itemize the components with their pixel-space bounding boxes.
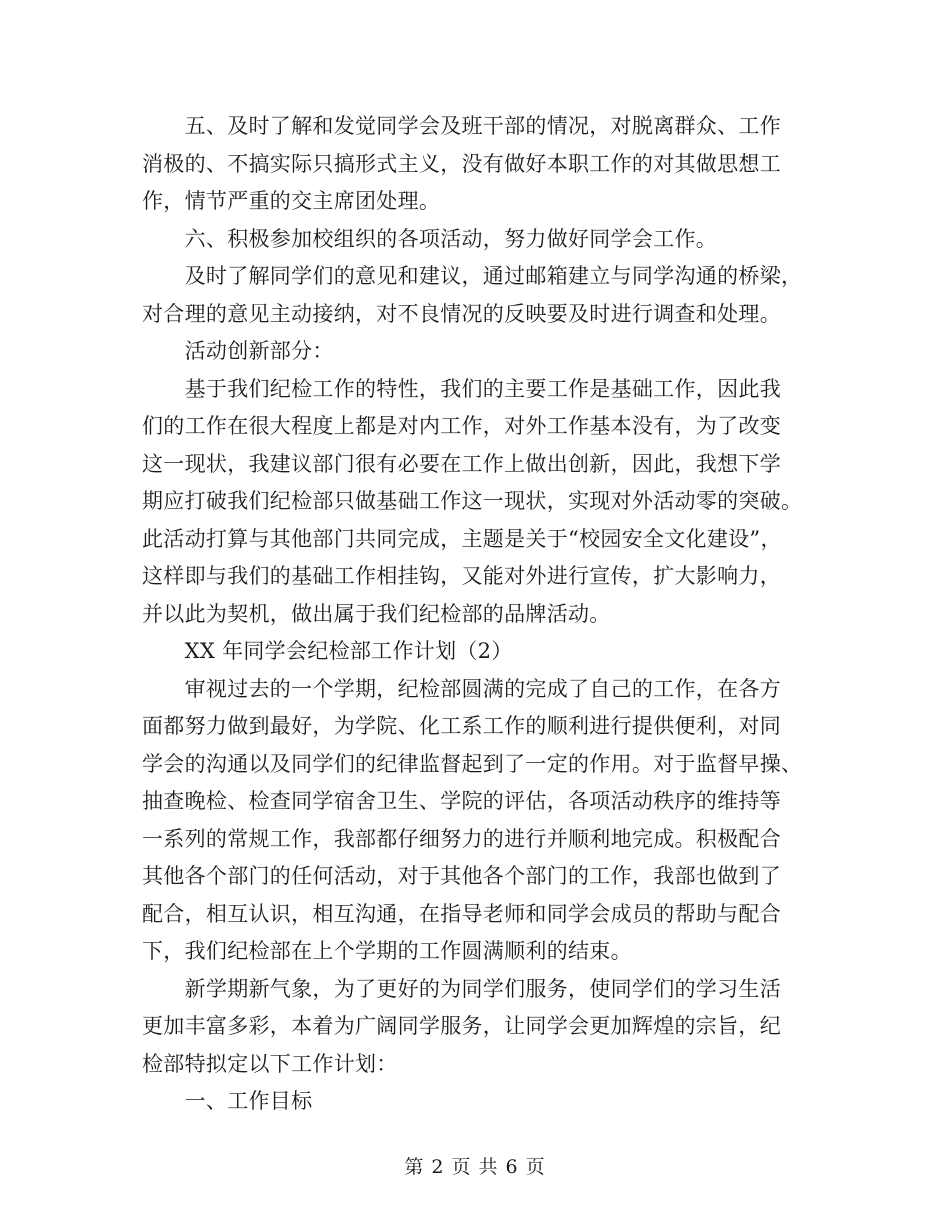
text-line: 活动创新部分： — [142, 339, 334, 363]
text-line: 们的工作在很大程度上都是对内工作，对外工作基本没有，为了改变 — [142, 414, 781, 438]
section-heading: 一、工作目标 — [142, 1089, 313, 1113]
section-heading: XX 年同学会纪检部工作计划（2） — [142, 639, 513, 663]
text-line: 消极的、不搞实际只搞形式主义，没有做好本职工作的对其做思想工 — [142, 151, 781, 176]
text-line: 面都努力做到最好，为学院、化工系工作的顺利进行提供便利，对同 — [142, 714, 781, 738]
text-line: 配合，相互认识，相互沟通，在指导老师和同学会成员的帮助与配合 — [142, 901, 781, 926]
text-line: 审视过去的一个学期，纪检部圆满的完成了自己的工作，在各方 — [142, 676, 781, 701]
text-line: 抽查晚检、检查同学宿舍卫生、学院的评估，各项活动秩序的维持等 — [142, 789, 781, 813]
page-number-footer: 第 2 页 共 6 页 — [404, 1156, 546, 1178]
text-line: 这一现状，我建议部门很有必要在工作上做出创新，因此，我想下学 — [142, 451, 781, 476]
text-line: 下，我们纪检部在上个学期的工作圆满顺利的结束。 — [142, 939, 632, 963]
text-line: 期应打破我们纪检部只做基础工作这一现状，实现对外活动零的突破。 — [142, 489, 803, 513]
document-body — [142, 108, 812, 1121]
text-line: 对合理的意见主动接纳，对不良情况的反映要及时进行调查和处理。 — [142, 301, 781, 326]
text-line: 其他各个部门的任何活动，对于其他各个部门的工作，我部也做到了 — [142, 864, 781, 888]
text-line: 检部特拟定以下工作计划： — [142, 1051, 398, 1076]
text-line: 一系列的常规工作，我部都仔细努力的进行并顺利地完成。积极配合 — [142, 826, 781, 851]
text-line: 更加丰富多彩，本着为广阔同学服务，让同学会更加辉煌的宗旨，纪 — [142, 1014, 781, 1038]
text-line: 五、及时了解和发觉同学会及班干部的情况，对脱离群众、工作 — [142, 114, 781, 138]
text-line: 新学期新气象，为了更好的为同学们服务，使同学们的学习生活 — [142, 976, 781, 1001]
text-line: 学会的沟通以及同学们的纪律监督起到了一定的作用。对于监督早操、 — [142, 751, 803, 776]
text-line: 基于我们纪检工作的特性，我们的主要工作是基础工作，因此我 — [142, 376, 781, 401]
text-line: 并以此为契机，做出属于我们纪检部的品牌活动。 — [142, 601, 611, 626]
text-line: 这样即与我们的基础工作相挂钩，又能对外进行宣传，扩大影响力， — [142, 564, 781, 588]
text-line: 及时了解同学们的意见和建议，通过邮箱建立与同学沟通的桥梁， — [142, 264, 803, 288]
text-line: 此活动打算与其他部门共同完成，主题是关于“校园安全文化建设”， — [142, 526, 782, 551]
text-line: 作，情节严重的交主席团处理。 — [142, 189, 441, 213]
text-line: 六、积极参加校组织的各项活动，努力做好同学会工作。 — [142, 226, 718, 251]
